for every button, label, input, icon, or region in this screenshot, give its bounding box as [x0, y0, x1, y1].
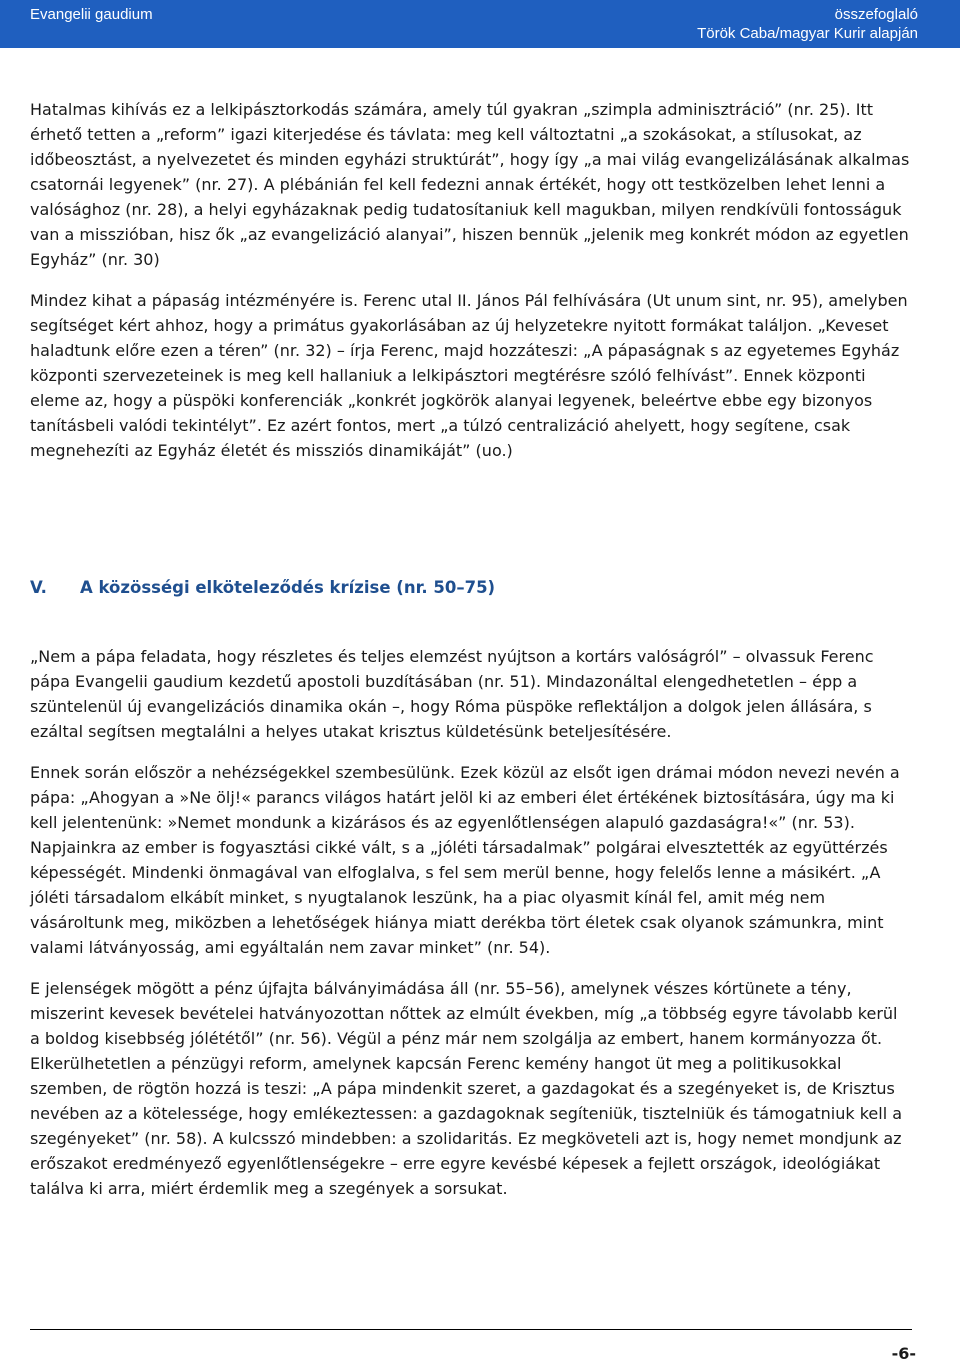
section-title: A közösségi elköteleződés krízise (nr. 50–75): [80, 578, 496, 597]
paragraph: „Nem a pápa feladata, hogy részletes és teljes elemzést nyújtson a kortárs valóságról” – olvassuk Ferenc pápa Evangelii gaudium kezdetű apostoli buzdításában (nr. 51). Mindazonáltal elengedhetetlen – épp a szüntelenül új evangelizációs dinamika okán –, hogy Róma püspöke reflektáljon a dolgok jelen állására, s ezáltal segítsen megtalálni a helyes utakat krisztus küldetésünk beteljesítésére.: [30, 647, 874, 741]
page-header: [0, 0, 960, 48]
header-subtitle: összefoglaló: [834, 6, 918, 23]
paragraph: Hatalmas kihívás ez a lelkipásztorkodás számára, amely túl gyakran „szimpla adminisztráció” (nr. 25). Itt érhető tetten a „reform” igazi kiterjedése és távlata: meg kell változtatni „a szokásokat, a stílusokat, az időbeosztást, a nyelvezetet és minden egyházi struktúrát”, hogy így „a mai világ evangelizálásának alkalmas csatornái legyenek” (nr. 27). A plébánián fel kell fedezni annak értékét, hogy ott testközelben lehet lenni a valósághoz (nr. 28), a helyi egyházaknak pedig tudatosítaniuk kell magukban, milyen rendkívüli fontosságuk van a misszióban, hisz ők „az evangelizáció alanyai”, hiszen bennük „jelenik meg konkrét módon az egyetlen Egyház” (nr. 30): [30, 100, 910, 269]
header-source: Török Caba/magyar Kurir alapján: [697, 25, 918, 42]
section-heading: [30, 578, 910, 597]
document-title: Evangelii gaudium: [30, 6, 153, 23]
section-number: V.: [30, 578, 47, 597]
footer-rule: [30, 1329, 912, 1330]
paragraph: Ennek során először a nehézségekkel szembesülünk. Ezek közül az elsőt igen drámai módon nevezi nevén a pápa: „Ahogyan a »Ne ölj!« parancs világos határt jelöl ki az emberi élet értékének biztosítására, úgy ma ki kell jelentenünk: »Nemet mondunk a kizárásos és az egyenlőtlenségen alapuló gazdaságra!«” (nr. 53). Napjainkra az ember is fogyasztási cikké vált, s a „jóléti társadalmak” polgárai elvesztették az együttérzés képességét. Mindenki önmagával van elfoglalva, s fel sem merül benne, hogy felelős lenne a másikért. „A jóléti társadalom elkábít minket, s nyugtalanok leszünk, ha a piac olyasmit kínál fel, amit még nem vásároltunk meg, miközben a lehetőségek hiánya miatt derékba tört életek csak olyanok számunkra, mint valami látványosság, ami egyáltalán nem zavar minket” (nr. 54).: [30, 763, 900, 957]
body-text-top: [30, 97, 910, 479]
body-text-bottom: [30, 644, 910, 1217]
page-number: -6-: [891, 1344, 916, 1363]
paragraph: Mindez kihat a pápaság intézményére is. Ferenc utal II. János Pál felhívására (Ut unum sint, nr. 95), amelyben segítséget kért ahhoz, hogy a primátus gyakorlásában az új helyzetekre nyitott formákat találjon. „Keveset haladtunk előre ezen a téren” (nr. 32) – írja Ferenc, majd hozzáteszi: „A pápaságnak s az egyetemes Egyház központi szervezeteinek is meg kell hallaniuk a lelkipásztori megtérésre szóló felhívást”. Ennek központi eleme az, hogy a püspöki konferenciák „konkrét jogkörök alanyai legyenek, beleértve ebbe egy bizonyos tanításbeli valódi tekintélyt”. Ez azért fontos, mert „a túlzó centralizáció ahelyett, hogy segítene, csak megnehezíti az Egyház életét és missziós dinamikáját” (uo.): [30, 291, 908, 460]
paragraph: E jelenségek mögött a pénz újfajta bálványimádása áll (nr. 55–56), amelynek vészes kórtünete a tény, miszerint kevesek bevételei hatványozottan nőttek az elmúlt években, míg „a többség egyre távolabb kerül a boldog kisebbség jólététől” (nr. 56). Végül a pénz már nem szolgálja az embert, hanem kormányozza őt. Elkerülhetetlen a pénzügyi reform, amelynek kapcsán Ferenc kemény hangot üt meg a politikusokkal szemben, de rögtön hozzá is teszi: „A pápa mindenkit szeret, a gazdagokat és a szegényeket is, de Krisztus nevében az a kötelessége, hogy emlékeztessen: a gazdagoknak segíteniük, tisztelniük és támogatniuk kell a szegényeket” (nr. 58). A kulcsszó mindebben: a szolidaritás. Ez megköveteli azt is, hogy nemet mondjunk az erőszakot eredményező egyenlőtlenségekre – erre egyre kevésbé képesek a fejlett országok, ideológiákat találva ki arra, miért érdemlik meg a szegények a sorsukat.: [30, 979, 903, 1198]
